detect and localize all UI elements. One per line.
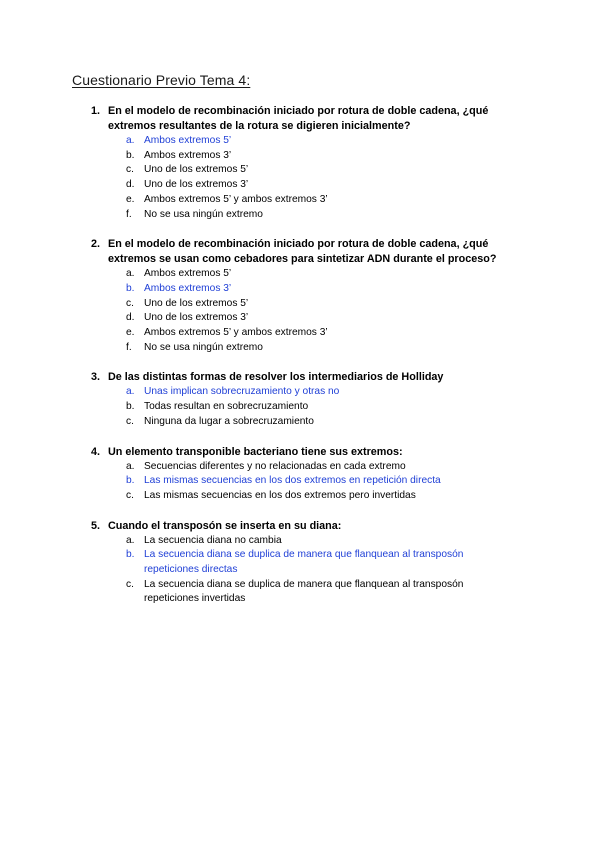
option-list (0, 385, 600, 429)
question-number: 4. (91, 445, 101, 458)
question-number: 2. (91, 238, 101, 251)
question-text: En el modelo de recombinación iniciado por rotura de doble cadena, ¿qué extremos se usan como cebadores para sintetizar ADN durante el proceso? (108, 238, 497, 266)
option-letter: c. (126, 164, 134, 176)
option-text: Uno de los extremos 3’ (144, 312, 249, 324)
option-letter: a. (126, 534, 135, 546)
option-text: Las mismas secuencias en los dos extremos en repetición directa (144, 475, 441, 487)
question-text: De las distintas formas de resolver los intermediarios de Holliday (108, 371, 444, 384)
option-letter: d. (126, 179, 135, 191)
option-text: Las mismas secuencias en los dos extremos pero invertidas (144, 489, 416, 501)
option-a (0, 534, 600, 549)
option-text: Ambos extremos 5’ (144, 268, 232, 280)
option-letter: a. (126, 386, 135, 398)
option-b (0, 149, 600, 164)
option-letter: b. (126, 282, 135, 294)
option-a (0, 385, 600, 400)
option-text: Ambos extremos 3’ (144, 282, 232, 294)
option-c (0, 489, 600, 504)
option-text: Unas implican sobrecruzamiento y otras no (144, 386, 340, 398)
option-letter: c. (126, 578, 134, 590)
option-c (0, 297, 600, 312)
option-d (0, 178, 600, 193)
option-f (0, 341, 600, 356)
option-letter: d. (126, 312, 135, 324)
option-text: Ambos extremos 5’ y ambos extremos 3’ (144, 193, 328, 205)
option-letter: f. (126, 341, 132, 353)
option-text: No se usa ningún extremo (144, 208, 263, 220)
option-text: La secuencia diana no cambia (144, 534, 282, 546)
question-text: Un elemento transponible bacteriano tiene sus extremos: (108, 445, 403, 458)
option-letter: b. (126, 549, 135, 561)
question-number: 5. (91, 519, 101, 532)
option-letter: b. (126, 149, 135, 161)
option-text: No se usa ningún extremo (144, 341, 263, 353)
option-e (0, 193, 600, 208)
page-title: Cuestionario Previo Tema 4: (72, 72, 251, 88)
option-letter: f. (126, 208, 132, 220)
option-c (0, 578, 600, 607)
question-1 (0, 104, 600, 222)
option-text: La secuencia diana se duplica de manera que flanquean al transposón repeticiones directas (144, 549, 464, 576)
option-letter: e. (126, 327, 135, 339)
option-text: Uno de los extremos 5’ (144, 297, 249, 309)
option-letter: a. (126, 135, 135, 146)
option-list (0, 134, 600, 222)
option-letter: b. (126, 475, 135, 487)
option-text: Ambos extremos 5’ y ambos extremos 3’ (144, 327, 328, 339)
option-list (0, 267, 600, 355)
option-letter: e. (126, 193, 135, 205)
option-c (0, 415, 600, 430)
question-2 (0, 237, 600, 355)
option-letter: a. (126, 460, 135, 472)
option-letter: a. (126, 268, 135, 280)
option-text: Ambos extremos 3’ (144, 149, 232, 161)
option-text: Uno de los extremos 3’ (144, 179, 249, 191)
question-number: 3. (91, 371, 101, 384)
question-text: En el modelo de recombinación iniciado por rotura de doble cadena, ¿qué extremos resultantes de la rotura se digieren inicialmente? (108, 105, 489, 132)
option-f (0, 208, 600, 223)
question-text: Cuando el transposón se inserta en su diana: (108, 519, 342, 532)
question-4 (0, 445, 600, 504)
option-letter: c. (126, 415, 134, 427)
option-letter: c. (126, 297, 134, 309)
question-number: 1. (91, 105, 101, 117)
option-letter: c. (126, 489, 134, 501)
option-letter: b. (126, 401, 135, 413)
option-text: La secuencia diana se duplica de manera que flanquean al transposón repeticiones invertidas (144, 578, 464, 605)
option-c (0, 163, 600, 178)
option-text: Todas resultan en sobrecruzamiento (144, 401, 309, 413)
option-b (0, 400, 600, 415)
option-a (0, 267, 600, 282)
option-text: Secuencias diferentes y no relacionadas en cada extremo (144, 460, 406, 472)
question-3 (0, 370, 600, 429)
option-list (0, 534, 600, 608)
option-text: Uno de los extremos 5’ (144, 164, 249, 176)
option-text: Ambos extremos 5’ (144, 135, 232, 146)
question-list (0, 104, 600, 622)
option-text: Ninguna da lugar a sobrecruzamiento (144, 415, 314, 427)
option-a (0, 134, 600, 149)
option-e (0, 326, 600, 341)
option-d (0, 311, 600, 326)
option-b (0, 548, 600, 577)
option-b (0, 282, 600, 297)
question-5 (0, 519, 600, 608)
option-b (0, 474, 600, 489)
option-a (0, 460, 600, 475)
option-list (0, 460, 600, 504)
